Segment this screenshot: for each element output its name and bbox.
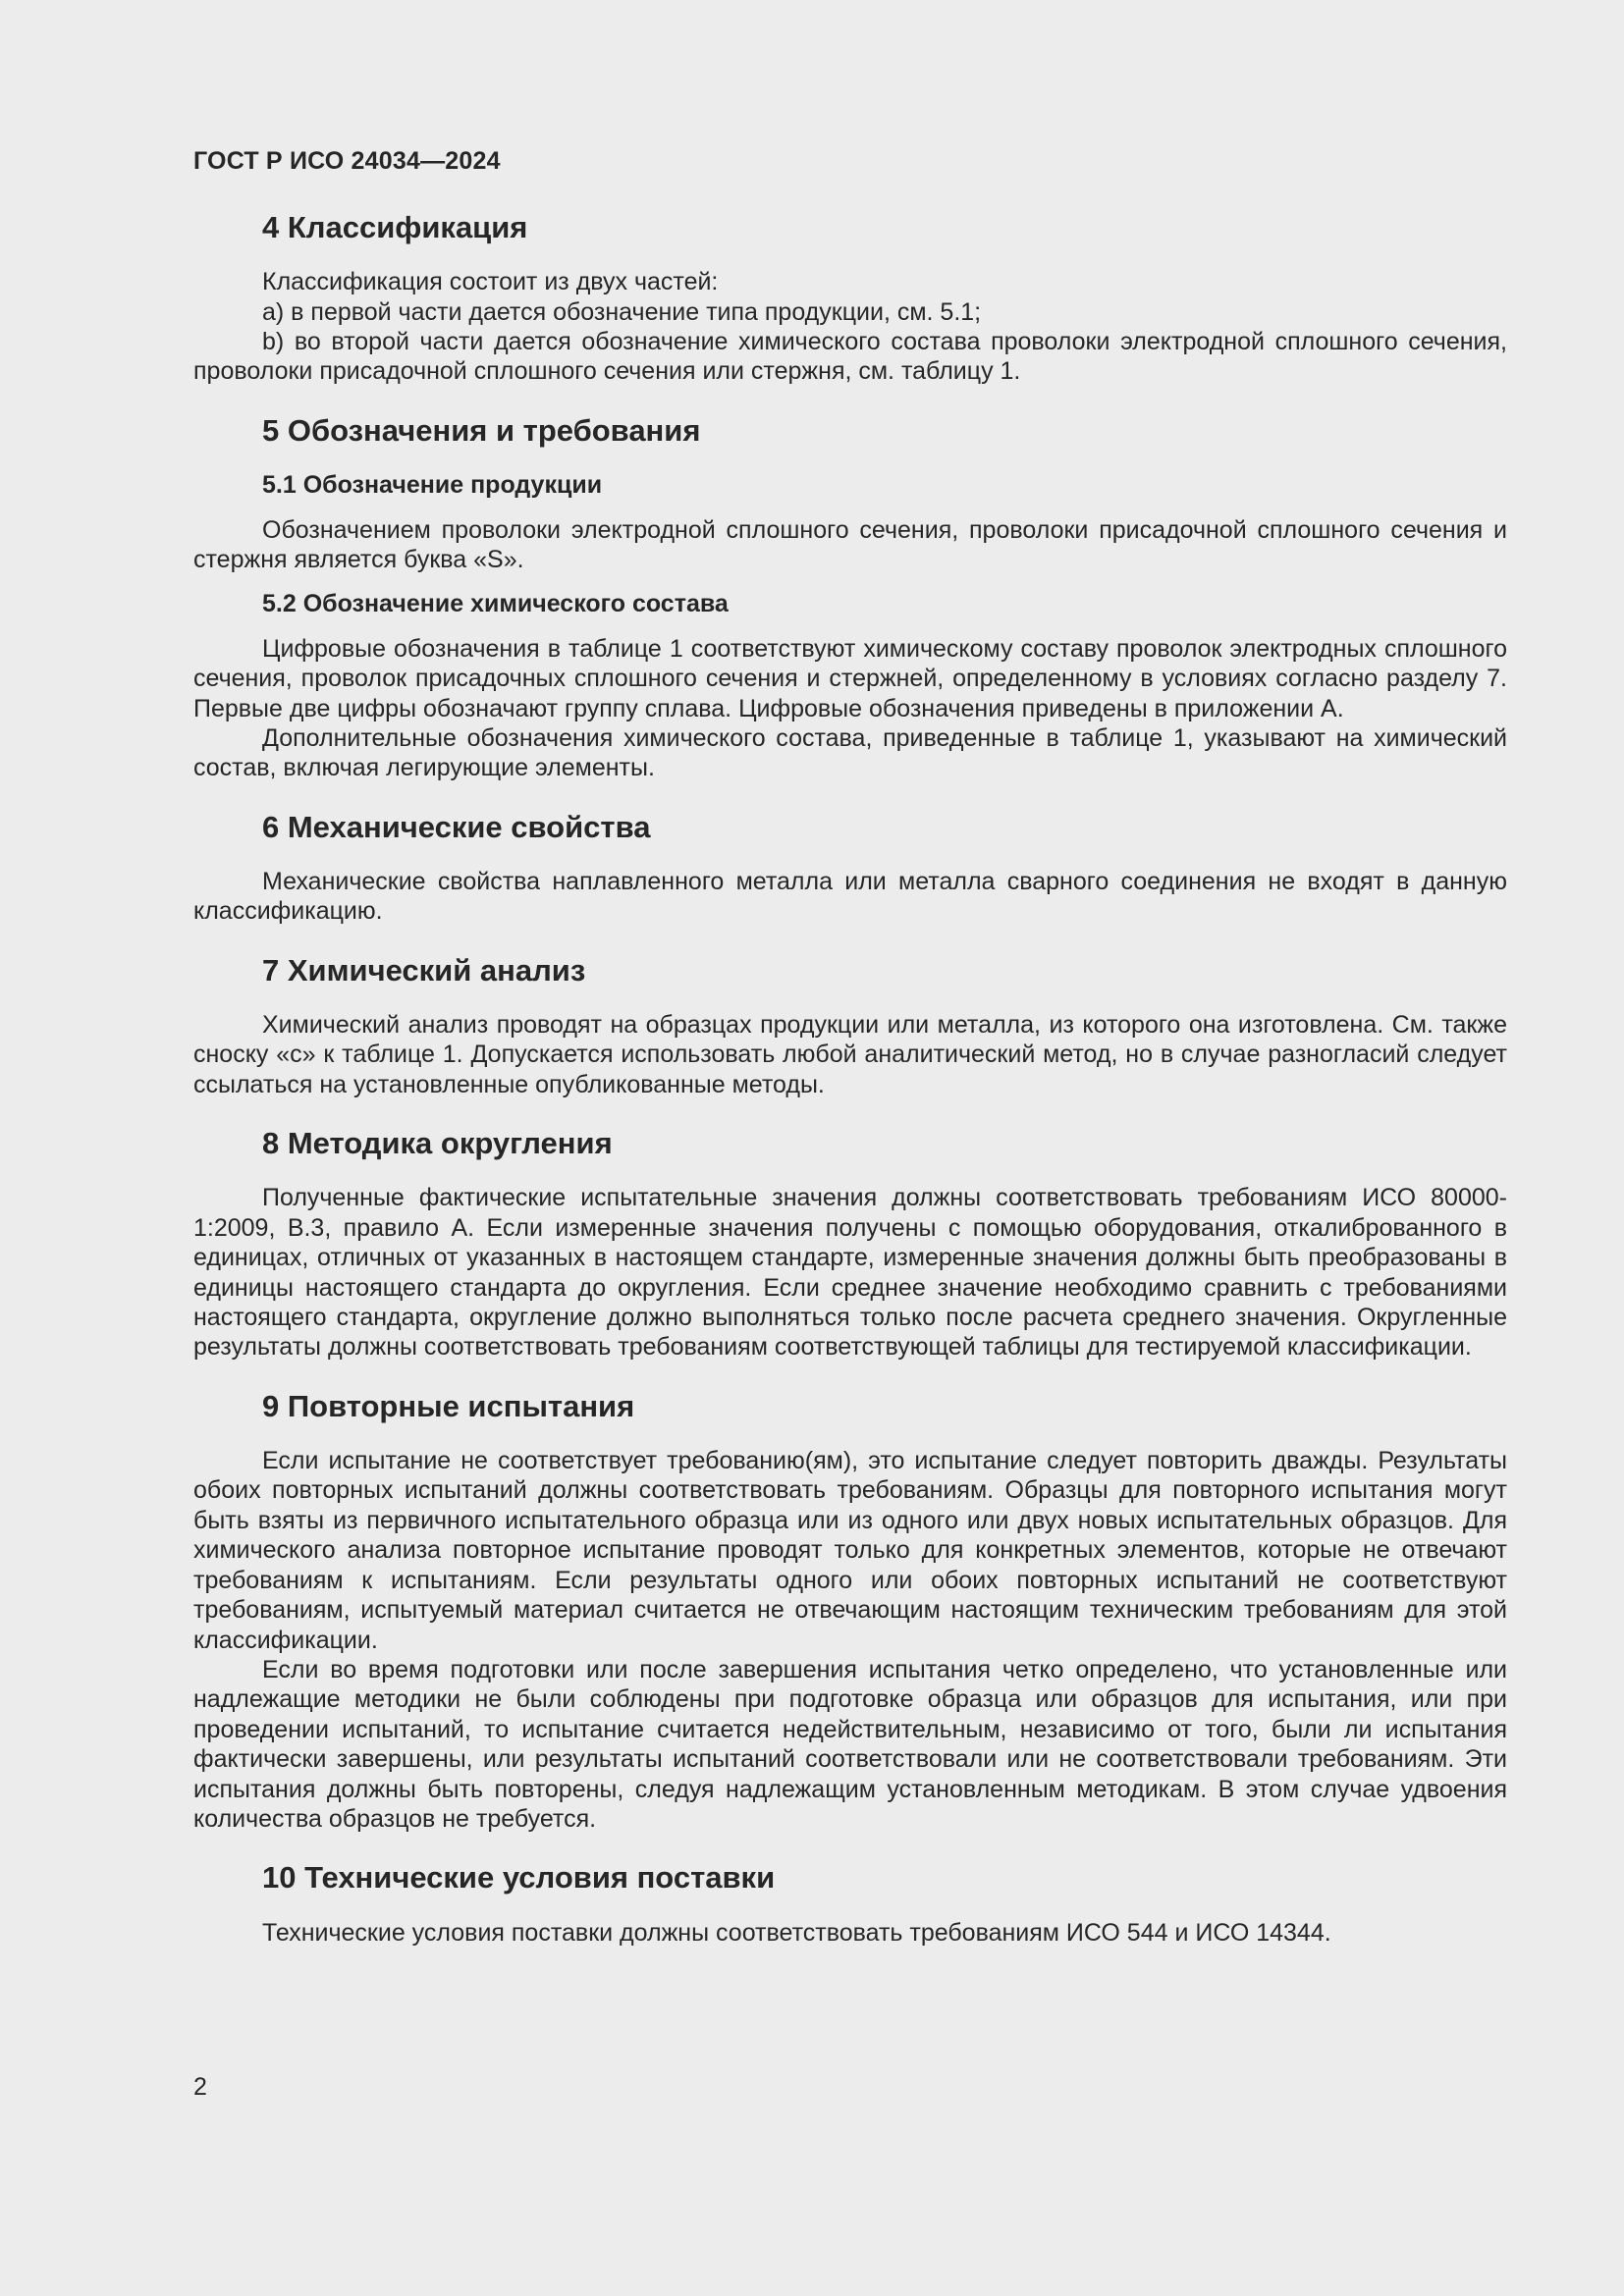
section-9-title: 9 Повторные испытания — [262, 1388, 635, 1423]
section-5-2-paragraph-2: Дополнительные обозначения химического состава, приведенные в таблице 1, указывают на химический состав, включая легирующие элементы. — [193, 724, 1507, 782]
section-5-1-paragraph: Обозначением проволоки электродной сплошного сечения, проволоки присадочной сплошного сечения и стержня является буква «S». — [193, 516, 1507, 574]
document-header: ГОСТ Р ИСО 24034—2024 — [193, 147, 501, 175]
section-6-paragraph: Механические свойства наплавленного металла или металла сварного соединения не входят в данную классификацию. — [193, 868, 1507, 926]
section-5 — [193, 412, 1507, 783]
page-number: 2 — [193, 2073, 207, 2101]
section-8-title: 8 Методика округления — [262, 1126, 613, 1161]
section-5-2-title: 5.2 Обозначение химического состава — [262, 589, 729, 617]
section-10 — [193, 1859, 1507, 1948]
section-9-paragraph-1: Если испытание не соответствует требованию(ям), это испытание следует повторить дважды. Результаты обоих повторных испытаний должны соответствовать требованиям. Образцы для повторного испытания могут быть взяты из первичного испытательного образца или из одного или двух новых испытательных образцов. Для химического анализа повторное испытание проводят только для конкретных элементов, которые не отвечают требованиям к испытаниям. Если результаты одного или обоих повторных испытаний не соответствуют требованиям, испытуемый материал считается не отвечающим настоящим техническим требованиям для этой классификации. — [193, 1447, 1507, 1654]
section-7-title: 7 Химический анализ — [262, 952, 586, 988]
section-7-paragraph: Химический анализ проводят на образцах продукции или металла, из которого она изготовлена. См. также сноску «c» к таблице 1. Допускается использовать любой аналитический метод, но в случае разногласий следует ссылаться на установленные опубликованные методы. — [193, 1011, 1507, 1098]
section-5-title: 5 Обозначения и требования — [262, 412, 701, 448]
section-5-2-paragraph-1: Цифровые обозначения в таблице 1 соответствуют химическому составу проволок электродных сплошного сечения, проволок присадочных сплошного сечения и стержней, определенному в условиях согласно разделу 7. Первые две цифры обозначают группу сплава. Цифровые обозначения приведены в приложении А. — [193, 634, 1507, 722]
section-4-paragraph: Классификация состоит из двух частей: — [262, 268, 719, 296]
section-10-paragraph: Технические условия поставки должны соответствовать требованиям ИСО 544 и ИСО 14344. — [262, 1918, 1331, 1947]
section-10-title: 10 Технические условия поставки — [262, 1860, 776, 1896]
section-7 — [193, 952, 1507, 1099]
section-8 — [193, 1125, 1507, 1362]
section-9-paragraph-2: Если во время подготовки или после завершения испытания четко определено, что установленные или надлежащие методики не были соблюдены при подготовке образца или образцов для испытания, или при проведении испытаний, то испытание считается недействительным, независимо от того, были ли испытания фактически завершены, или результаты испытаний соответствовали или не соответствовали требованиям. Эти испытания должны быть повторены, следуя надлежащим установленным методикам. В этом случае удвоения количества образцов не требуется. — [193, 1655, 1507, 1833]
section-4-item-b: b) во второй части дается обозначение химического состава проволоки электродной сплошного сечения, проволоки присадочной сплошного сечения или стержня, см. таблицу 1. — [193, 328, 1507, 386]
section-8-paragraph: Полученные фактические испытательные значения должны соответствовать требованиям ИСО 80000-1:2009, B.3, правило А. Если измеренные значения получены с помощью оборудования, откалиброванного в единицах, отличных от указанных в настоящем стандарте, измеренные значения должны быть преобразованы в единицы настоящего стандарта до округления. Если среднее значение необходимо сравнить с требованиями настоящего стандарта, округление должно выполняться только после расчета среднего значения. Округленные результаты должны соответствовать требованиям соответствующей таблицы для тестируемой классификации. — [193, 1184, 1507, 1362]
section-4 — [193, 209, 1507, 387]
section-6 — [193, 809, 1507, 927]
section-4-title: 4 Классификация — [262, 210, 528, 244]
section-6-title: 6 Механические свойства — [262, 809, 651, 844]
document-page — [193, 147, 1507, 1973]
section-9 — [193, 1388, 1507, 1834]
section-5-1-title: 5.1 Обозначение продукции — [262, 471, 603, 499]
section-4-item-a: a) в первой части дается обозначение типа продукции, см. 5.1; — [262, 297, 982, 326]
